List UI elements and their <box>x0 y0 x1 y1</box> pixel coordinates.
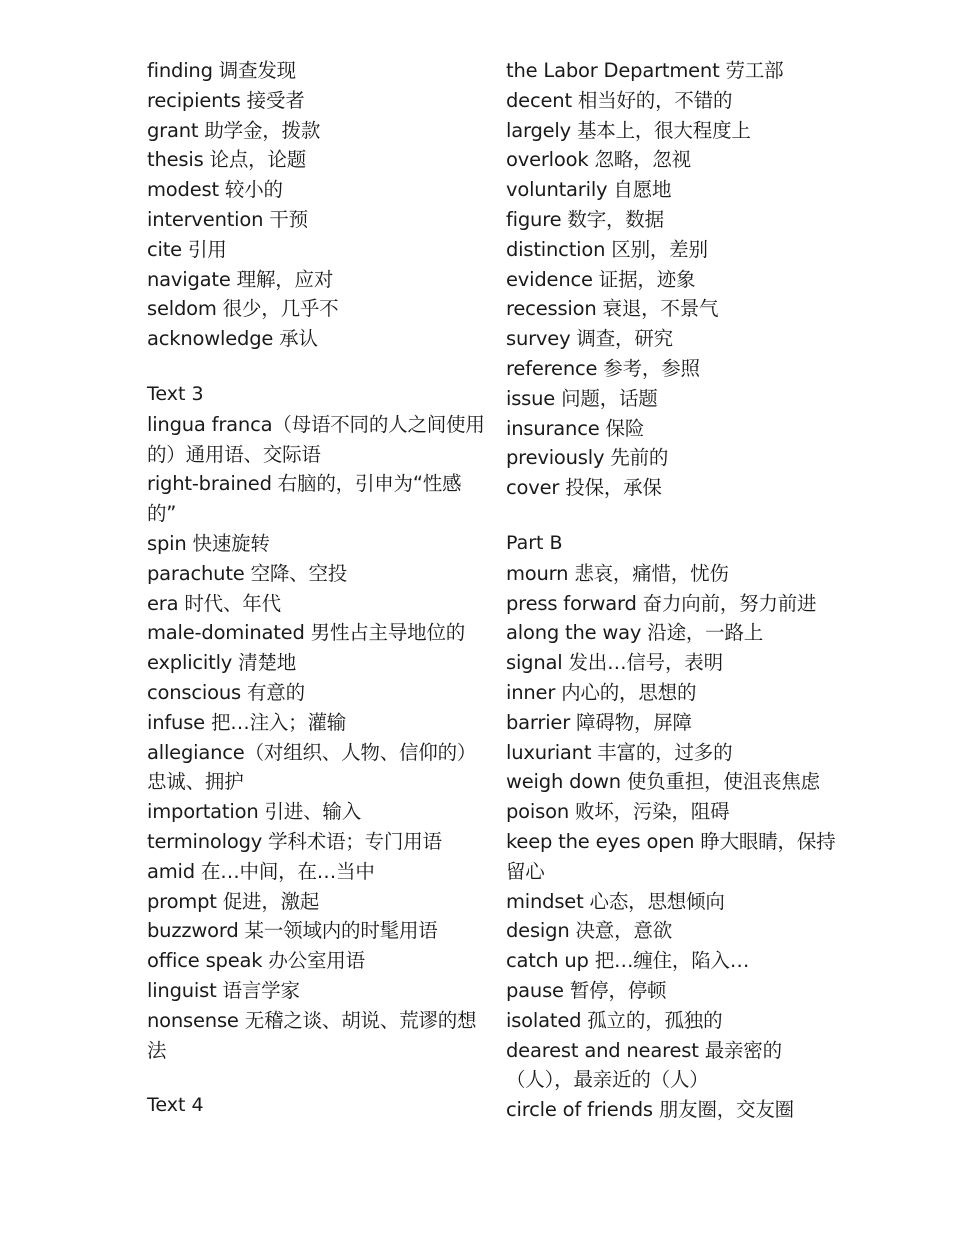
vocab-definition: 区别，差别 <box>605 237 708 261</box>
vocab-definition: 忽略，忽视 <box>588 148 691 172</box>
vocab-term: buzzword <box>147 919 239 943</box>
vocab-entry <box>506 946 846 976</box>
vocab-definition: 奋力向前，努力前进 <box>636 591 817 615</box>
vocab-term: pause <box>506 978 564 1002</box>
vocab-definition: 睁大眼睛，保持留心 <box>506 829 836 883</box>
vocab-term: acknowledge <box>147 327 274 351</box>
vocab-entry <box>506 116 846 146</box>
vocab-definition: 在…中间，在…当中 <box>194 859 375 883</box>
vocab-term: voluntarily <box>506 178 608 202</box>
vocab-entry <box>506 976 846 1006</box>
right-column <box>506 56 846 1125</box>
vocab-definition: 无稽之谈、胡说、荒谬的想法 <box>147 1008 477 1062</box>
vocab-entry <box>147 175 487 205</box>
vocab-term: dearest and nearest <box>506 1038 699 1062</box>
vocab-term: parachute <box>147 561 245 585</box>
vocab-term: nonsense <box>147 1008 239 1032</box>
vocab-definition: 把…注入；灌输 <box>204 710 347 734</box>
vocab-term: mourn <box>506 561 569 585</box>
vocab-term: signal <box>506 651 563 675</box>
vocab-term: terminology <box>147 829 263 853</box>
vocab-term: previously <box>506 446 605 470</box>
vocab-term: poison <box>506 800 569 824</box>
vocab-entry <box>147 857 487 887</box>
vocab-term: luxuriant <box>506 740 592 764</box>
vocab-definition: 较小的 <box>218 178 283 202</box>
vocab-term: finding <box>147 59 213 82</box>
vocab-entry <box>147 797 487 827</box>
vocab-term: amid <box>147 859 195 883</box>
vocab-definition: 保险 <box>599 416 645 440</box>
vocab-entry <box>506 175 846 205</box>
vocab-definition: 理解，应对 <box>230 267 334 291</box>
heading-text-3: Text 3 <box>147 382 204 405</box>
vocab-definition: 发出…信号，表明 <box>562 651 723 675</box>
vocab-definition: 沿途，一路上 <box>641 621 764 645</box>
vocab-term: cite <box>147 237 182 261</box>
vocab-entry <box>147 205 487 235</box>
vocab-entry <box>147 145 487 175</box>
vocab-term: evidence <box>506 267 593 291</box>
vocab-definition: 障碍物，屏障 <box>570 710 692 734</box>
vocab-definition: 数字，数据 <box>561 207 664 231</box>
vocab-definition: 自愿地 <box>607 178 672 202</box>
vocab-entry <box>506 589 846 619</box>
vocab-term: explicitly <box>147 651 233 675</box>
vocab-entry <box>147 294 487 324</box>
vocab-definition: 败坏，污染，阻碍 <box>568 800 730 824</box>
vocab-term: spin <box>147 531 187 555</box>
vocab-entry <box>506 145 846 175</box>
vocab-definition: 朋友圈，交友圈 <box>652 1098 794 1122</box>
vocab-entry <box>147 529 487 559</box>
vocab-term: intervention <box>147 207 264 231</box>
vocab-entry <box>147 1006 487 1066</box>
vocab-definition: 最亲密的（人），最亲近的（人） <box>506 1038 782 1092</box>
vocab-term: right-brained <box>147 472 272 496</box>
vocab-term: along the way <box>506 621 642 645</box>
vocab-entry <box>147 324 487 354</box>
vocab-entry <box>147 589 487 619</box>
vocab-term: thesis <box>147 148 204 172</box>
vocab-entry <box>506 473 846 503</box>
vocab-definition: 接受者 <box>240 88 305 112</box>
vocab-definition: 参考，参照 <box>597 356 700 380</box>
vocab-entry <box>147 916 487 946</box>
vocab-entry <box>147 235 487 265</box>
vocab-definition: 促进，激起 <box>216 889 320 913</box>
vocab-definition: 办公室用语 <box>262 949 365 973</box>
vocab-entry <box>506 767 846 797</box>
vocab-entry <box>506 56 846 86</box>
vocab-term: lingua franca <box>147 412 273 436</box>
vocab-term: largely <box>506 118 571 142</box>
vocab-definition: 很少，几乎不 <box>216 297 339 321</box>
vocab-term: recipients <box>147 88 241 112</box>
right-block-1 <box>506 56 846 503</box>
vocab-term: linguist <box>147 978 217 1002</box>
vocab-term: grant <box>147 118 199 142</box>
vocab-definition: 基本上，很大程度上 <box>570 118 751 142</box>
vocab-definition: 引进、输入 <box>258 800 361 824</box>
vocab-term: overlook <box>506 148 589 172</box>
vocab-entry <box>506 443 846 473</box>
vocab-entry <box>506 887 846 917</box>
vocab-term: insurance <box>506 416 600 440</box>
vocab-term: issue <box>506 386 556 410</box>
vocab-entry <box>147 648 487 678</box>
vocab-term: male-dominated <box>147 621 305 645</box>
vocab-term: seldom <box>147 297 217 321</box>
vocab-entry <box>147 559 487 589</box>
vocab-entry <box>147 887 487 917</box>
vocab-entry <box>147 708 487 738</box>
vocab-definition: 学科术语；专门用语 <box>262 829 442 853</box>
vocab-term: infuse <box>147 710 205 734</box>
vocab-definition: 投保，承保 <box>559 476 662 500</box>
vocab-definition: 清楚地 <box>232 651 297 675</box>
vocab-definition: 孤立的，孤独的 <box>581 1008 723 1032</box>
vocab-term: figure <box>506 207 562 231</box>
vocab-definition: 使负重担，使沮丧焦虑 <box>620 770 820 794</box>
vocab-term: conscious <box>147 680 241 704</box>
vocab-definition: 内心的，思想的 <box>555 680 697 704</box>
vocab-term: press forward <box>506 591 637 615</box>
vocab-entry <box>506 235 846 265</box>
vocab-definition: 承认 <box>273 327 318 351</box>
vocab-term: cover <box>506 476 560 500</box>
left-block-1 <box>147 56 487 354</box>
vocab-definition: 劳工部 <box>719 59 784 82</box>
vocab-term: isolated <box>506 1008 582 1032</box>
vocab-definition: 决意，意欲 <box>569 919 672 943</box>
vocab-definition: 相当好的，不错的 <box>571 88 733 112</box>
vocab-definition: 某一领域内的时髦用语 <box>238 919 438 943</box>
vocab-entry <box>506 559 846 589</box>
vocab-entry <box>506 1095 846 1125</box>
vocab-definition: 男性占主导地位的 <box>304 621 466 645</box>
vocab-term: keep the eyes open <box>506 829 695 853</box>
vocab-term: reference <box>506 356 598 380</box>
vocab-entry <box>147 946 487 976</box>
vocab-term: mindset <box>506 889 584 913</box>
vocab-term: decent <box>506 88 572 112</box>
vocab-entry <box>147 827 487 857</box>
vocab-entry <box>506 678 846 708</box>
heading-text-4: Text 4 <box>147 1094 204 1117</box>
vocab-entry <box>147 56 487 86</box>
vocab-entry <box>506 1036 846 1096</box>
vocab-entry <box>506 797 846 827</box>
vocab-entry <box>147 976 487 1006</box>
vocab-definition: （母语不同的人之间使用的）通用语、交际语 <box>147 412 485 466</box>
vocab-term: allegiance <box>147 740 245 764</box>
vocab-term: the Labor Department <box>506 59 720 82</box>
vocab-definition: 语言学家 <box>216 978 300 1002</box>
vocab-definition: 暂停，停顿 <box>563 978 667 1002</box>
vocab-entry <box>506 618 846 648</box>
vocab-definition: 衰退，不景气 <box>596 297 719 321</box>
vocab-entry <box>147 618 487 648</box>
vocab-term: modest <box>147 178 219 202</box>
vocab-entry <box>506 414 846 444</box>
vocab-entry <box>506 648 846 678</box>
vocab-term: barrier <box>506 710 571 734</box>
vocab-entry <box>506 354 846 384</box>
vocab-definition: 调查发现 <box>212 59 296 82</box>
heading-part-b: Part B <box>506 531 563 554</box>
vocab-entry <box>147 265 487 295</box>
vocab-term: circle of friends <box>506 1098 653 1122</box>
vocab-definition: 问题，话题 <box>555 386 658 410</box>
right-block-2 <box>506 559 846 1125</box>
vocab-definition: 干预 <box>263 207 308 231</box>
vocab-term: prompt <box>147 889 217 913</box>
vocab-entry <box>506 916 846 946</box>
left-column <box>147 56 487 1121</box>
vocab-entry <box>147 410 487 470</box>
vocab-entry <box>506 86 846 116</box>
vocab-entry <box>506 827 846 887</box>
vocab-term: design <box>506 919 570 943</box>
vocab-entry <box>506 384 846 414</box>
vocab-entry <box>147 86 487 116</box>
vocab-entry <box>506 294 846 324</box>
vocab-entry <box>147 116 487 146</box>
vocab-definition: 空降、空投 <box>244 561 348 585</box>
vocab-definition: 证据，迹象 <box>592 267 696 291</box>
vocab-definition: 调查，研究 <box>570 327 673 351</box>
vocab-definition: 助学金，拨款 <box>198 118 321 142</box>
vocab-definition: 把…缠住，陷入… <box>588 949 750 973</box>
vocab-entry <box>506 738 846 768</box>
vocab-definition: 引用 <box>181 237 227 261</box>
vocab-entry <box>506 708 846 738</box>
vocab-definition: 悲哀，痛惜，忧伤 <box>568 561 729 585</box>
vocab-term: navigate <box>147 267 231 291</box>
vocab-entry <box>506 1006 846 1036</box>
vocab-definition: 先前的 <box>604 446 669 470</box>
vocab-entry <box>147 469 487 529</box>
vocab-entry <box>506 205 846 235</box>
vocab-definition: 心态，思想倾向 <box>583 889 725 913</box>
vocab-term: distinction <box>506 237 606 261</box>
vocab-entry <box>147 678 487 708</box>
vocab-entry <box>506 324 846 354</box>
vocab-definition: 右脑的，引申为“性感的” <box>147 472 462 526</box>
left-block-2 <box>147 410 487 1066</box>
vocab-term: weigh down <box>506 770 621 794</box>
vocab-definition: 丰富的，过多的 <box>591 740 733 764</box>
vocab-term: survey <box>506 327 571 351</box>
vocab-term: era <box>147 591 179 615</box>
vocab-definition: （对组织、人物、信仰的）忠诚、拥护 <box>147 740 477 794</box>
vocab-definition: 快速旋转 <box>186 531 270 555</box>
vocab-term: inner <box>506 680 556 704</box>
vocab-term: recession <box>506 297 597 321</box>
vocab-term: office speak <box>147 949 263 973</box>
vocab-entry <box>147 738 487 798</box>
vocab-definition: 论点，论题 <box>203 148 307 172</box>
vocab-entry <box>506 265 846 295</box>
vocab-definition: 时代、年代 <box>178 591 281 615</box>
vocab-term: importation <box>147 800 259 824</box>
vocab-definition: 有意的 <box>240 680 305 704</box>
vocab-term: catch up <box>506 949 589 973</box>
